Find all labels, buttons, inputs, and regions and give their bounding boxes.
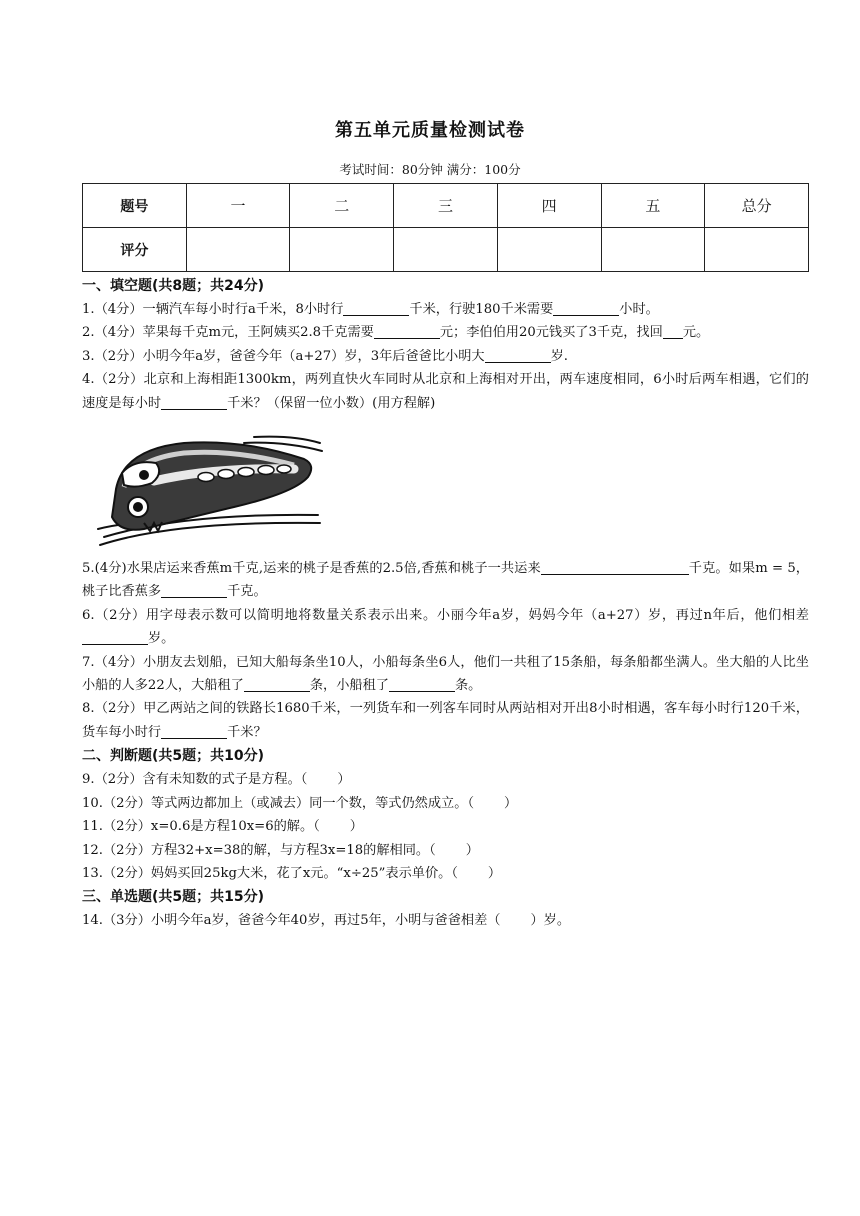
section-heading-fill-blank: 一、填空题(共8题；共24分) xyxy=(82,278,265,294)
answer-blank xyxy=(663,323,683,339)
question-1: 1.（4分）一辆汽车每小时行a千米，8小时行 千米，行驶180千米需要 小时。 xyxy=(82,302,659,317)
question-13: 13.（2分）妈妈买回25kg大米，花了x元。“x÷25”表示单价。（ ） xyxy=(82,865,502,881)
question-11: 11.（2分）x=0.6是方程10x=6的解。（ ） xyxy=(82,819,363,835)
score-cell xyxy=(497,228,601,272)
question-7: 7.（4分）小朋友去划船，已知大船每条坐10人，小船每条坐6人，他们一共租了15条船，每条船都坐满人。坐大船的人比坐小船的人多22人，大船租了 条，小船租了 条。 xyxy=(82,654,809,694)
answer-blank xyxy=(82,629,148,645)
section-heading-true-false: 二、判断题(共5题；共10分) xyxy=(82,748,265,765)
answer-blank xyxy=(389,676,455,692)
score-header-5: 五 xyxy=(601,184,705,228)
score-header-2: 二 xyxy=(290,184,394,228)
score-cell xyxy=(394,228,498,272)
score-row-label: 评分 xyxy=(83,228,187,272)
section-heading-single-choice: 三、单选题(共5题；共15分) xyxy=(82,889,265,906)
question-10: 10.（2分）等式两边都加上（或减去）同一个数，等式仍然成立。（ ） xyxy=(82,795,518,811)
question-6: 6.（2分）用字母表示数可以简明地将数量关系表示出来。小丽今年a岁，妈妈今年（a+27）岁，再过n年后，他们相差岁。 xyxy=(82,607,809,647)
exam-info: 考试时间：80分钟 满分：100分 xyxy=(339,162,521,177)
question-2: 2.（4分）苹果每千克m元，王阿姨买2.8千克需要 元；李伯伯用20元钱买了3千克，找回 元。 xyxy=(82,325,710,341)
answer-blank xyxy=(485,347,551,363)
exam-content xyxy=(82,274,809,933)
score-header-total: 总分 xyxy=(705,184,809,228)
answer-blank xyxy=(161,723,227,739)
score-cell xyxy=(290,228,394,272)
score-header-4: 四 xyxy=(497,184,601,228)
train-illustration xyxy=(94,429,324,549)
score-header-1: 一 xyxy=(186,184,290,228)
answer-blank xyxy=(161,582,227,598)
score-cell xyxy=(601,228,705,272)
score-cell xyxy=(186,228,290,272)
score-table-score-row xyxy=(83,228,809,272)
page-title: 第五单元质量检测试卷 xyxy=(335,120,525,141)
answer-blank xyxy=(161,394,227,410)
question-9: 9.（2分）含有未知数的式子是方程。（ ） xyxy=(82,772,351,788)
question-14: 14.（3分）小明今年a岁，爸爸今年40岁，再过5年，小明与爸爸相差（ ）岁。 xyxy=(82,913,571,929)
question-3: 3.（2分）小明今年a岁，爸爸今年（a+27）岁，3年后爸爸比小明大 岁. xyxy=(82,348,568,364)
score-header-label: 题号 xyxy=(83,184,187,228)
question-4: 4.（2分）北京和上海相距1300km，两列直快火车同时从北京和上海相对开出，两车速度相同，6小时后两车相遇，它们的速度是每小时 千米？（保留一位小数）(用方程解) xyxy=(82,372,809,411)
score-table xyxy=(82,183,809,272)
answer-blank xyxy=(553,300,619,316)
score-table-header-row xyxy=(83,184,809,228)
score-cell xyxy=(705,228,809,272)
answer-blank xyxy=(541,559,689,575)
score-header-3: 三 xyxy=(394,184,498,228)
question-8: 8.（2分）甲乙两站之间的铁路长1680千米，一列货车和一列客车同时从两站相对开出8小时相遇，客车每小时行120千米，货车每小时行 千米？ xyxy=(82,701,809,740)
question-5: 5.(4分)水果店运来香蕉m千克,运来的桃子是香蕉的2.5倍,香蕉和桃子一共运来 千克。如果m = 5，桃子比香蕉多 千克。 xyxy=(82,561,809,600)
answer-blank xyxy=(244,676,310,692)
answer-blank xyxy=(343,300,409,316)
answer-blank xyxy=(374,323,440,339)
question-12: 12.（2分）方程32+x=38的解，与方程3x=18的解相同。（ ） xyxy=(82,842,479,858)
